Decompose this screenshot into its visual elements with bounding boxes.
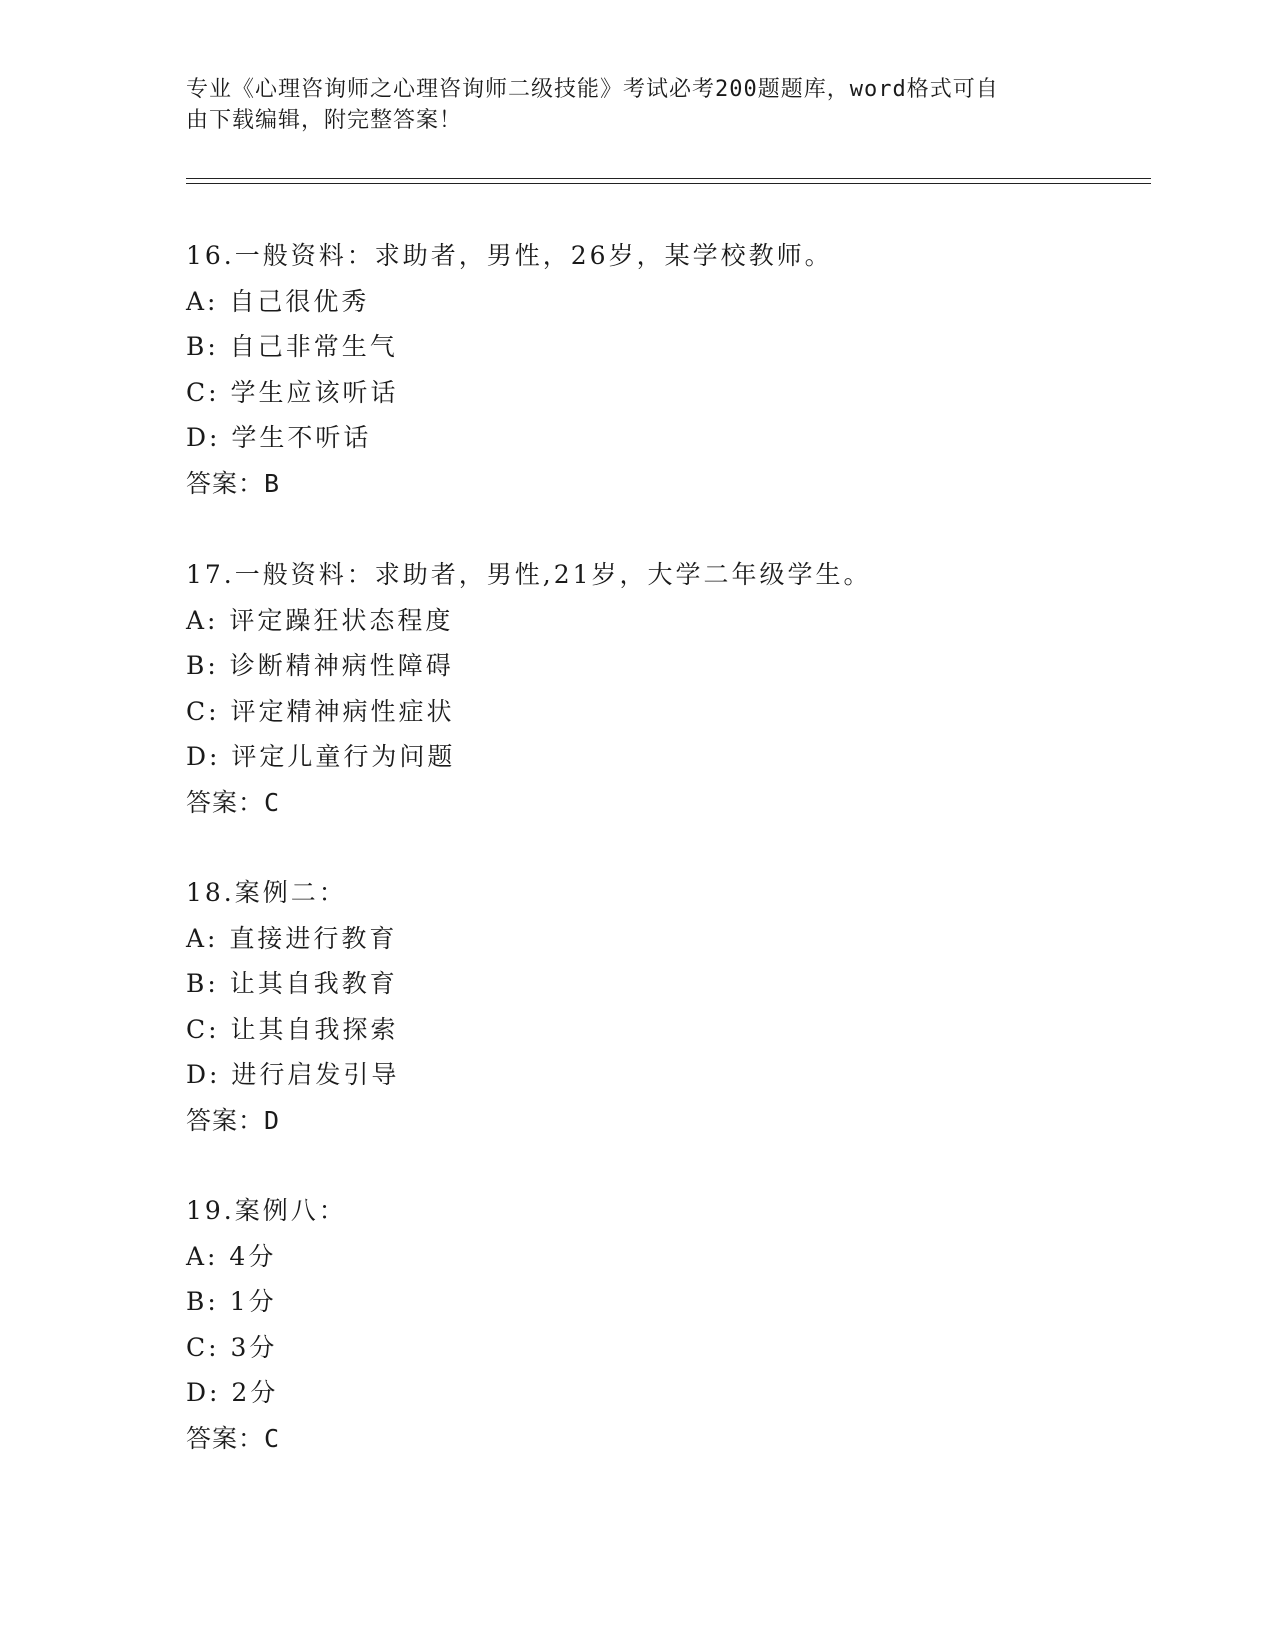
option-a: A: 4分 xyxy=(186,1241,277,1271)
question-stem: 18.案例二： xyxy=(186,878,347,907)
option-a: A: 直接进行教育 xyxy=(186,923,398,953)
option-c: C: 3分 xyxy=(186,1332,278,1362)
option-d: D: 评定儿童行为问题 xyxy=(186,742,456,771)
answer: 答案：D xyxy=(186,1105,281,1135)
question-stem: 16.一般资料：求助者，男性，26岁，某学校教师。 xyxy=(186,241,833,270)
answer: 答案：B xyxy=(186,468,281,498)
document-header xyxy=(186,74,1086,136)
answer: 答案：C xyxy=(186,787,281,817)
question-18 xyxy=(186,870,1086,1143)
header-line-1: 专业《心理咨询师之心理咨询师二级技能》考试必考200题题库，word格式可自 xyxy=(186,77,999,102)
option-c: C: 让其自我探索 xyxy=(186,1014,399,1044)
option-b: B: 让其自我教育 xyxy=(186,969,398,998)
option-d: D: 2分 xyxy=(186,1378,279,1407)
header-divider-top xyxy=(186,178,1151,179)
header-divider-bottom xyxy=(186,183,1151,184)
option-c: C: 学生应该听话 xyxy=(186,377,399,407)
option-b: B: 自己非常生气 xyxy=(186,332,398,361)
option-a: A: 自己很优秀 xyxy=(186,286,370,316)
option-a: A: 评定躁狂状态程度 xyxy=(186,605,454,635)
question-stem: 17.一般资料：求助者，男性,21岁，大学二年级学生。 xyxy=(186,560,872,589)
option-d: D: 进行启发引导 xyxy=(186,1060,400,1089)
header-line-2: 由下载编辑，附完整答案！ xyxy=(186,108,463,133)
question-19 xyxy=(186,1188,1086,1461)
option-b: B: 1分 xyxy=(186,1287,277,1316)
option-d: D: 学生不听话 xyxy=(186,423,372,452)
answer: 答案：C xyxy=(186,1423,281,1453)
question-stem: 19.案例八： xyxy=(186,1196,347,1225)
question-16 xyxy=(186,233,1086,506)
question-17 xyxy=(186,552,1086,825)
option-c: C: 评定精神病性症状 xyxy=(186,696,455,726)
option-b: B: 诊断精神病性障碍 xyxy=(186,651,454,680)
